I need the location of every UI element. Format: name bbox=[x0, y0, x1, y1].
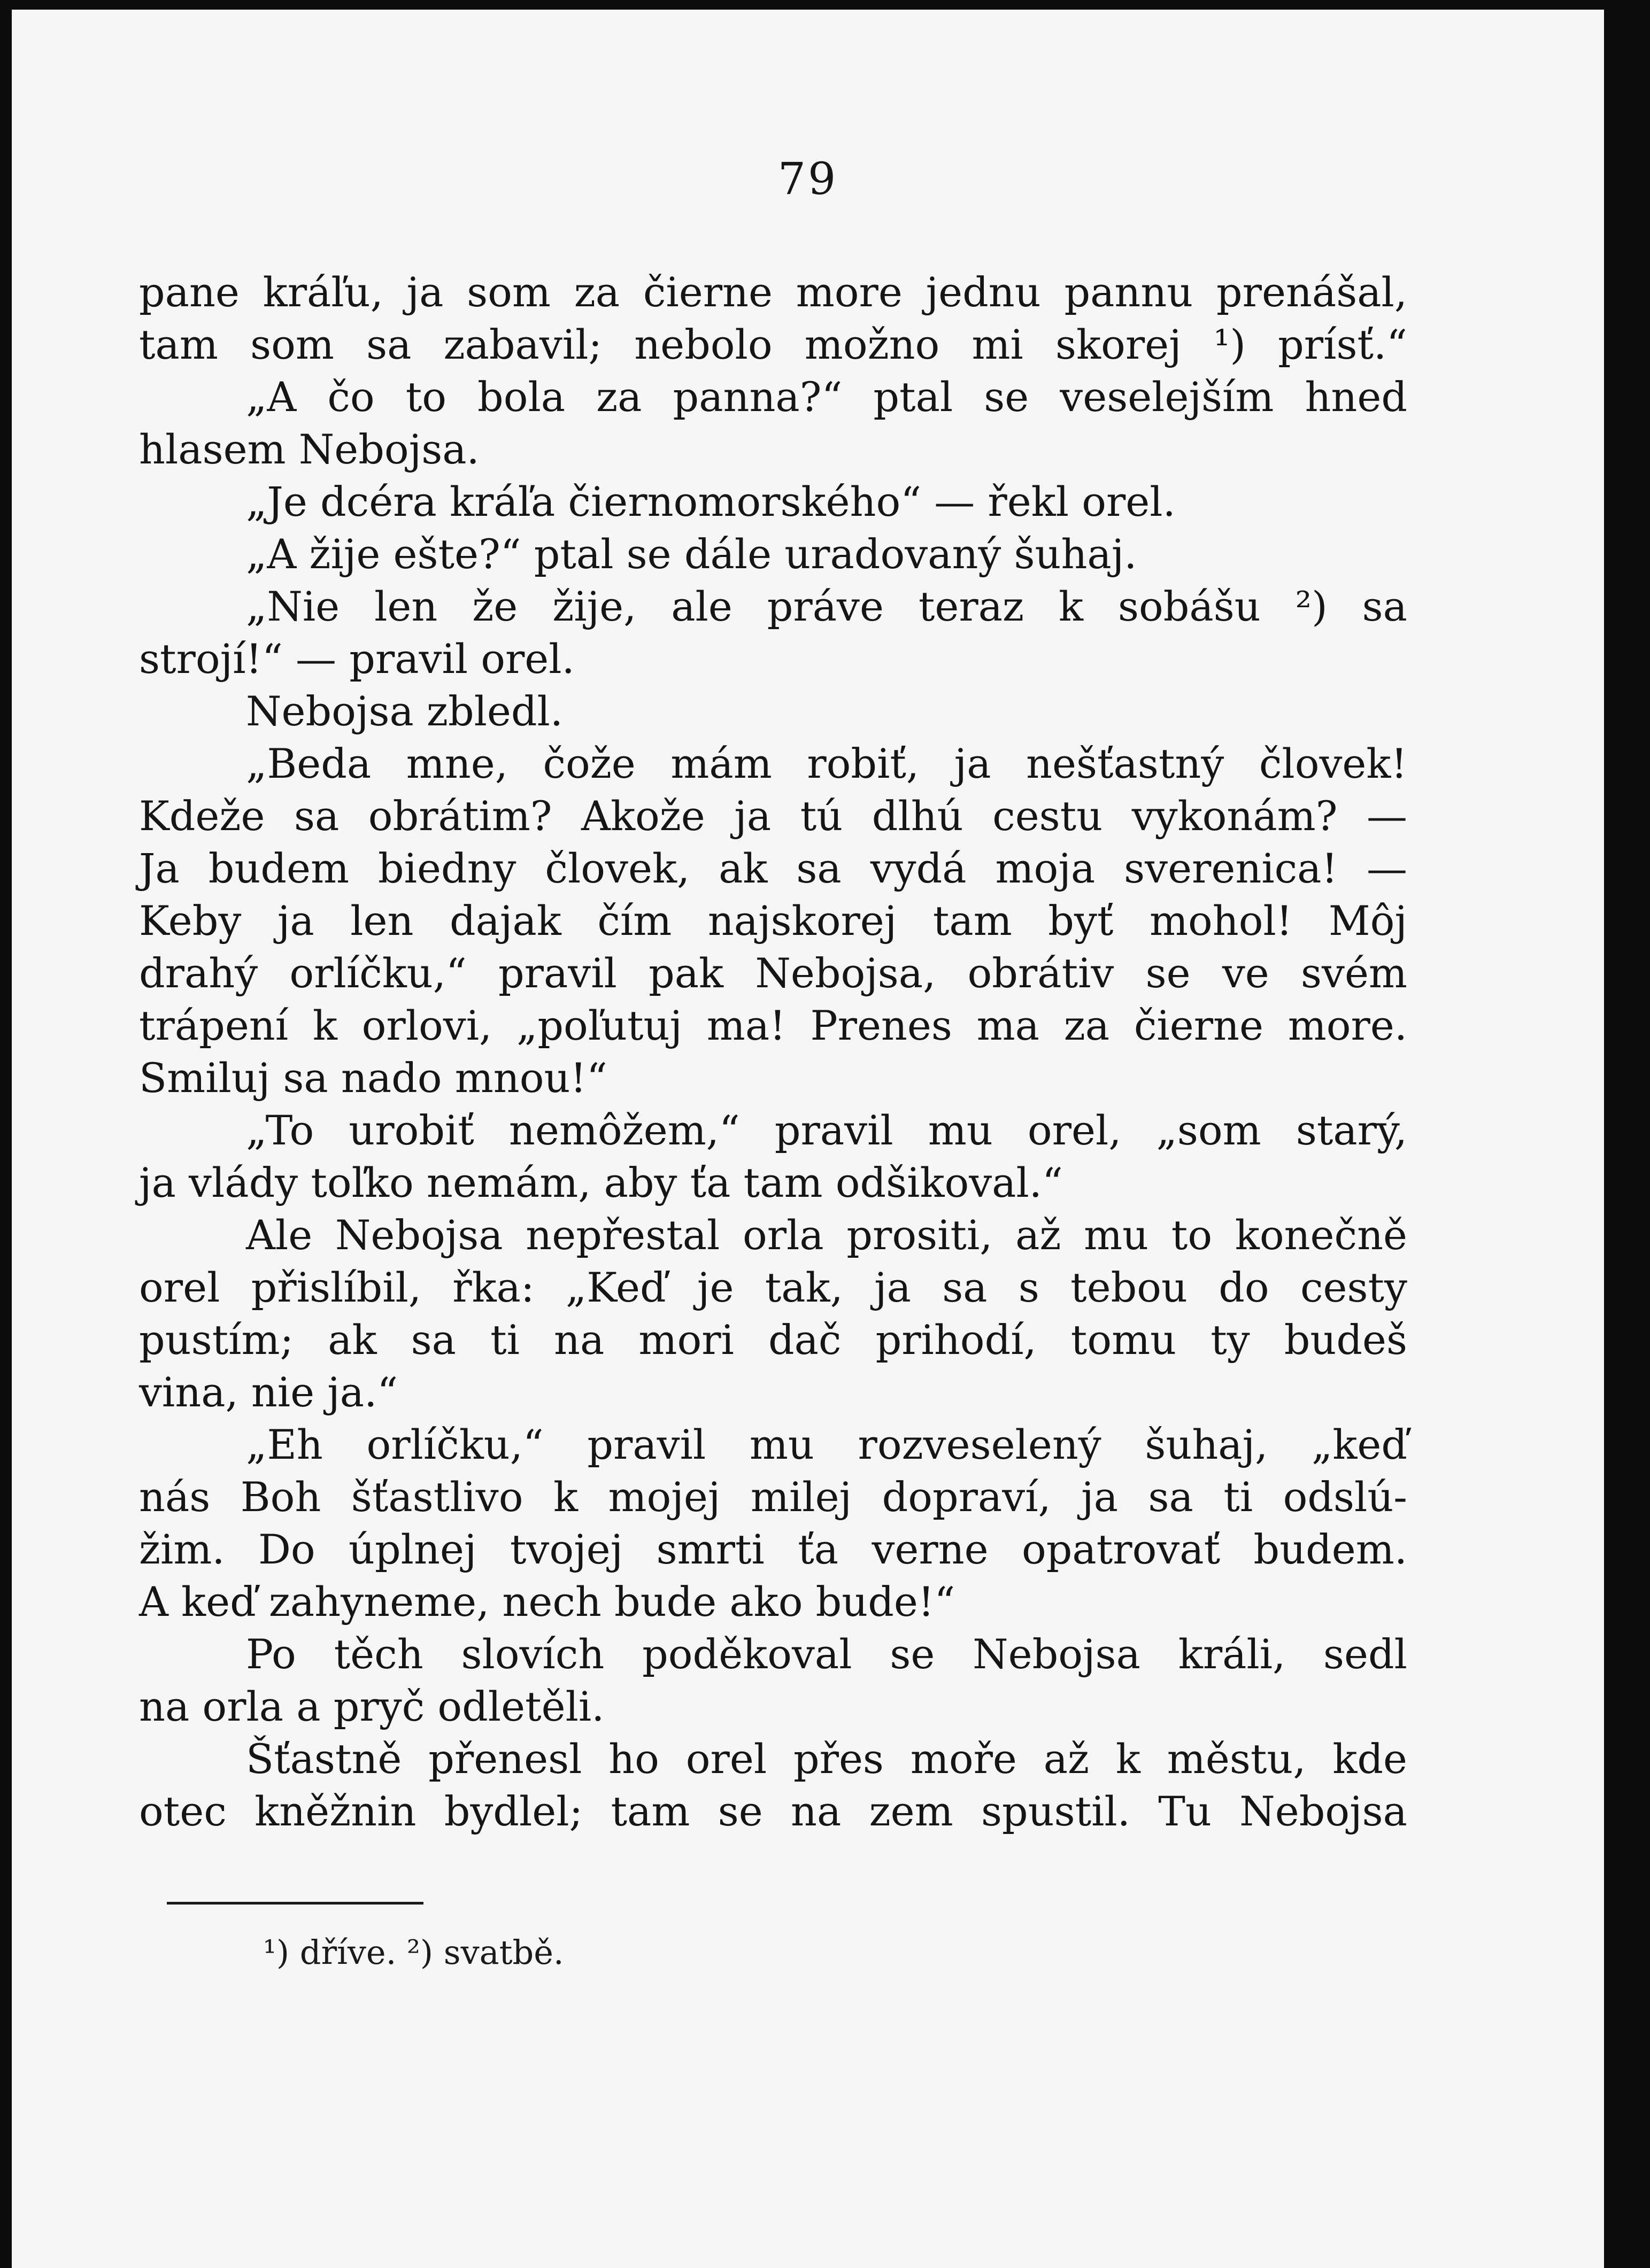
book-page bbox=[12, 10, 1604, 2268]
text-line: A keď zahyneme, nech bude ako bude!“ bbox=[139, 1578, 955, 1625]
text-line: pustím; ak sa ti na mori dač prihodí, tomu ty budeš bbox=[139, 1316, 1407, 1364]
text-line: na orla a pryč odletěli. bbox=[139, 1683, 605, 1730]
text-line: drahý orlíčku,“ pravil pak Nebojsa, obrátiv se ve svém bbox=[139, 949, 1407, 997]
scan-edge-right bbox=[1604, 0, 1650, 2268]
footnote-rule bbox=[167, 1902, 423, 1905]
text-line: „Eh orlíčku,“ pravil mu rozveselený šuhaj, „keď bbox=[246, 1421, 1407, 1468]
scan-edge-top bbox=[0, 0, 1650, 10]
text-line: orel přislíbil, řka: „Keď je tak, ja sa s tebou do cesty bbox=[139, 1264, 1407, 1311]
footnote: ¹) dříve. ²) svatbě. bbox=[263, 1933, 564, 1972]
text-line: Ja budem biedny človek, ak sa vydá moja sverenica! — bbox=[139, 845, 1407, 892]
text-line: Kdeže sa obrátim? Akože ja tú dlhú cestu vykonám? — bbox=[139, 792, 1407, 840]
text-line: „Beda mne, čože mám robiť, ja nešťastný človek! bbox=[246, 740, 1407, 787]
text-line: trápení k orlovi, „poľutuj ma! Prenes ma za čierne more. bbox=[139, 1002, 1407, 1049]
text-line: Po těch slovích poděkoval se Nebojsa králi, sedl bbox=[246, 1630, 1407, 1678]
text-line: Keby ja len dajak čím najskorej tam byť mohol! Môj bbox=[139, 897, 1407, 945]
text-line: „A žije ešte?“ ptal se dále uradovaný šuhaj. bbox=[246, 530, 1137, 578]
text-line: žim. Do úplnej tvojej smrti ťa verne opatrovať budem. bbox=[139, 1526, 1407, 1573]
text-line: nás Boh šťastlivo k mojej milej dopraví, ja sa ti odslú- bbox=[139, 1473, 1407, 1521]
text-line: pane kráľu, ja som za čierne more jednu pannu prenášal, bbox=[139, 268, 1407, 316]
scan-edge-left bbox=[0, 0, 12, 2268]
text-line: strojí!“ — pravil orel. bbox=[139, 635, 575, 683]
text-line: Šťastně přenesl ho orel přes moře až k městu, kde bbox=[246, 1735, 1407, 1783]
text-line: Nebojsa zbledl. bbox=[246, 687, 564, 735]
body-text bbox=[139, 266, 1407, 1838]
text-line: „A čo to bola za panna?“ ptal se veselejším hned bbox=[246, 373, 1407, 421]
text-line: tam som sa zabavil; nebolo možno mi skorej ¹) prísť.“ bbox=[139, 321, 1407, 368]
text-line: „To urobiť nemôžem,“ pravil mu orel, „som starý, bbox=[246, 1106, 1407, 1154]
page-number: 79 bbox=[777, 154, 838, 205]
text-line: vina, nie ja.“ bbox=[139, 1368, 398, 1416]
text-line: Ale Nebojsa nepřestal orla prositi, až mu to konečně bbox=[246, 1211, 1407, 1259]
text-line: „Nie len že žije, ale práve teraz k sobášu ²) sa bbox=[246, 583, 1407, 630]
text-line: hlasem Nebojsa. bbox=[139, 425, 480, 473]
text-line: Smiluj sa nado mnou!“ bbox=[139, 1054, 607, 1102]
text-line: otec kněžnin bydlel; tam se na zem spustil. Tu Nebojsa bbox=[139, 1787, 1407, 1835]
text-line: ja vlády toľko nemám, aby ťa tam odšikoval.“ bbox=[139, 1159, 1063, 1206]
text-line: „Je dcéra kráľa čiernomorského“ — řekl orel. bbox=[246, 478, 1176, 525]
